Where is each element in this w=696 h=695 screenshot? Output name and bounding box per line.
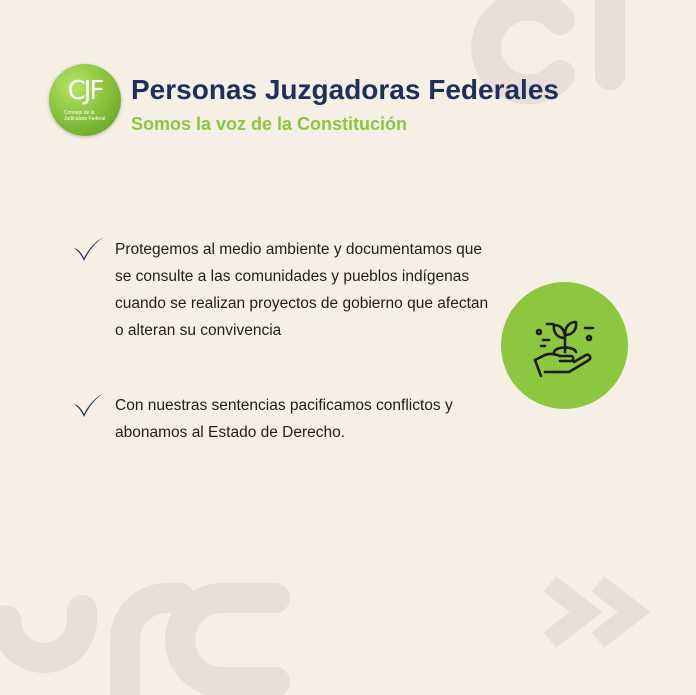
illustration-badge [501,282,628,409]
logo-mark: CJF [67,76,103,106]
check-icon [72,236,106,262]
page-title: Personas Juzgadoras Federales [131,74,559,105]
page-subtitle: Somos la voz de la Constitución [131,114,408,134]
logo-subtitle: Consejo de la Judicatura Federal [64,110,106,122]
bullet-text: Con nuestras sentencias pacificamos conflictos y abonamos al Estado de Derecho. [115,397,453,441]
hand-with-plant-icon [527,308,603,384]
cjf-logo [49,64,121,136]
bullet-text: Protegemos al medio ambiente y documentamos que se consulte a las comunidades y pueblos indígenas cuando se realizan proyectos de gobierno que afectan o alteran su convivencia [115,241,489,339]
double-chevron-icon [550,584,634,640]
check-icon [72,392,106,418]
